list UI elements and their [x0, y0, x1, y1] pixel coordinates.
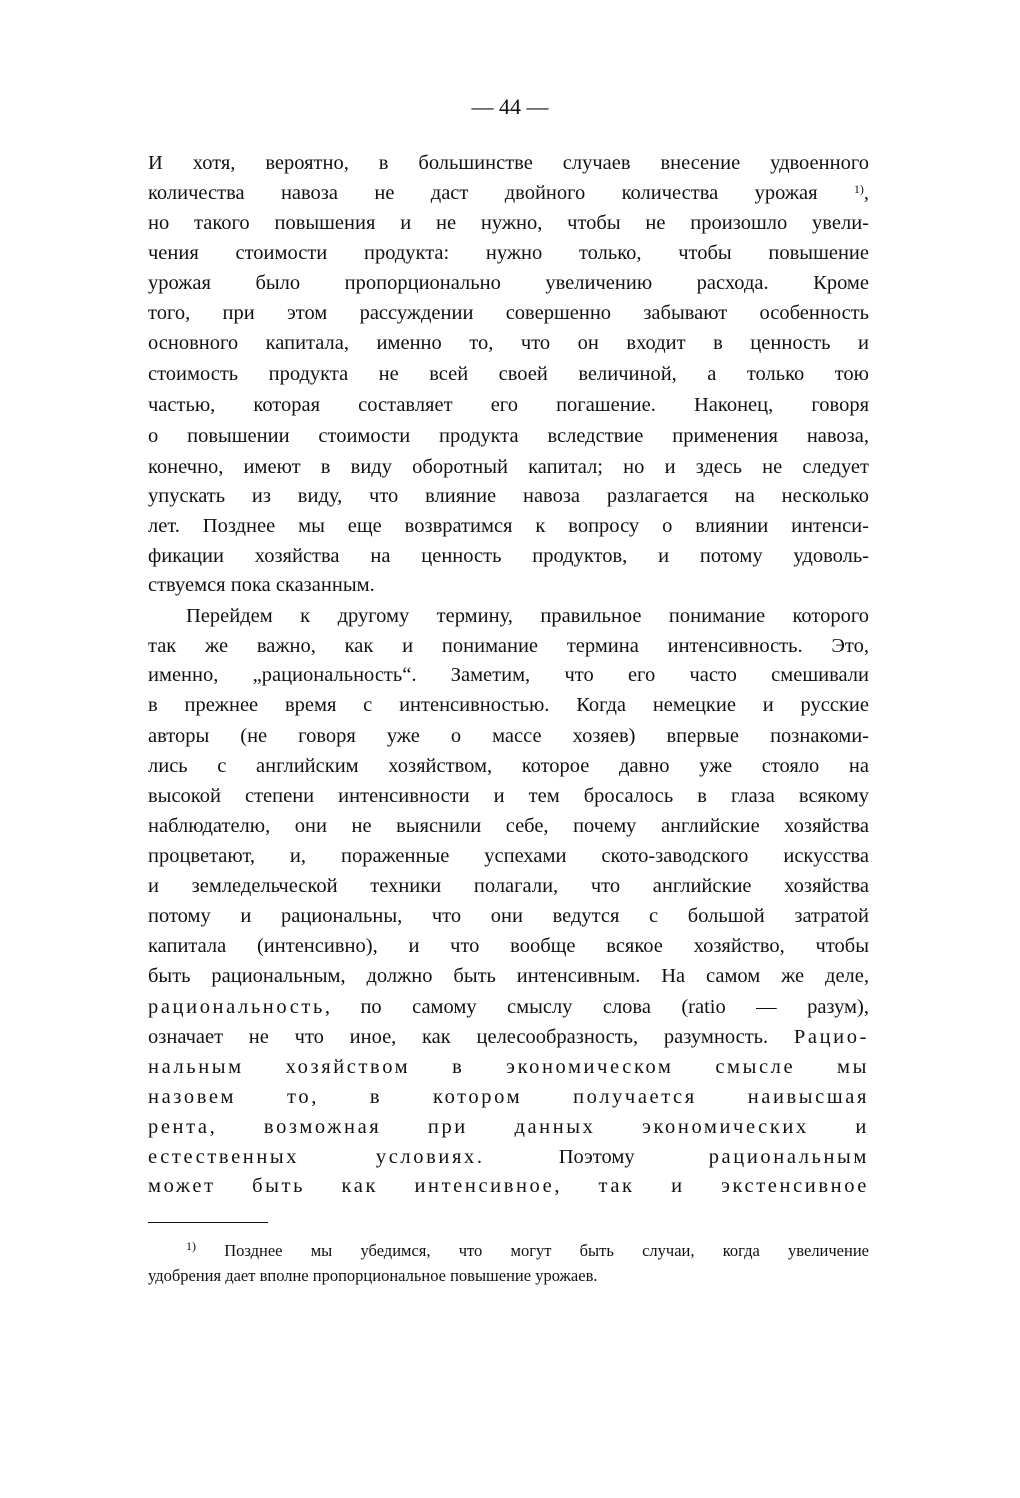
- text-line: частью, которая составляет его погашение. Наконец, говоря: [148, 394, 869, 416]
- text-line-content: , по самому смыслу слова (ratio — разум),: [324, 996, 869, 1018]
- footnote-line: [186, 1240, 869, 1262]
- text-line: И хотя, вероятно, в большинстве случаев внесение удвоенного: [148, 152, 869, 174]
- text-line: потому и рациональны, что они ведутся с большой затратой: [148, 905, 869, 927]
- text-line: чения стоимости продукта: нужно только, чтобы повышение: [148, 242, 869, 264]
- footnote-divider: [148, 1222, 268, 1223]
- text-line: [148, 1144, 869, 1170]
- text-line: [148, 1024, 869, 1050]
- text-line: быть рациональным, должно быть интенсивным. На самом же деле,: [148, 965, 869, 987]
- spaced-term: естественных условиях.: [148, 1146, 485, 1168]
- page-number: — 44 —: [471, 94, 549, 119]
- paragraph-start: Перейдем к другому термину, правильное понимание которого: [186, 605, 869, 627]
- spaced-term: рациональным: [708, 1146, 869, 1168]
- text-line: и земледельческой техники полагали, что английские хозяйства: [148, 875, 869, 897]
- text-line: лет. Позднее мы еще возвратимся к вопросу о влиянии интенси-: [148, 515, 869, 537]
- spaced-text-line: может быть как интенсивное, так и экстенсивное: [148, 1175, 869, 1197]
- text-line: ствуемся пока сказанным.: [148, 574, 375, 596]
- text-line: упускать из виду, что влияние навоза разлагается на несколько: [148, 485, 869, 507]
- spaced-text-line: нальным хозяйством в экономическом смысле мы: [148, 1056, 869, 1078]
- text-line: основного капитала, именно то, что он входит в ценность и: [148, 332, 869, 354]
- spaced-term: рациональность: [148, 996, 325, 1018]
- text-line: высокой степени интенсивности и тем бросалось в глаза всякому: [148, 785, 869, 807]
- text-line: процветают, и, пораженные успехами ското-заводского искусства: [148, 845, 869, 867]
- text-line: [148, 994, 869, 1020]
- text-line: наблюдателю, они не выяснили себе, почему английские хозяйства: [148, 815, 869, 837]
- text-line-content: количества навоза не даст двойного количества урожая: [148, 182, 818, 204]
- footnote-text: Позднее мы убедимся, что могут быть случаи, когда увеличение: [224, 1241, 869, 1260]
- text-line: лись с английским хозяйством, которое давно уже стояло на: [148, 755, 869, 777]
- text-line: конечно, имеют в виду оборотный капитал; но и здесь не следует: [148, 456, 869, 478]
- spaced-text-line: назовем то, в котором получается наивысшая: [148, 1086, 869, 1108]
- text-line: так же важно, как и понимание термина интенсивность. Это,: [148, 635, 869, 657]
- text-line-content: Поэтому: [558, 1146, 635, 1168]
- text-line: авторы (не говоря уже о массе хозяев) впервые познакоми-: [148, 725, 869, 747]
- text-line: урожая было пропорционально увеличению расхода. Кроме: [148, 272, 869, 294]
- footnote-line: удобрения дает вполне пропорциональное повышение урожаев.: [148, 1266, 598, 1285]
- spaced-text-line: рента, возможная при данных экономических и: [148, 1116, 869, 1138]
- text-line: количества навоза не даст двойного количества урожая $^{1)}$,: [148, 182, 869, 204]
- text-line: именно, „рациональность“. Заметим, что его часто смешивали: [148, 664, 869, 686]
- spaced-term: Рацио-: [793, 1026, 869, 1048]
- text-line: о повышении стоимости продукта вследствие применения навоза,: [148, 425, 869, 447]
- text-line: того, при этом рассуждении совершенно забывают особенность: [148, 302, 869, 324]
- text-line: фикации хозяйства на ценность продуктов, и потому удоволь-: [148, 545, 869, 567]
- text-line-content: означает не что иное, как целесообразность, разумность.: [148, 1026, 769, 1048]
- footnote-ref: 1): [853, 182, 864, 196]
- text-line: в прежнее время с интенсивностью. Когда немецкие и русские: [148, 694, 869, 716]
- footnote-mark: 1): [186, 1239, 196, 1253]
- text-line: но такого повышения и не нужно, чтобы не произошло увели-: [148, 212, 869, 234]
- text-line: капитала (интенсивно), и что вообще всякое хозяйство, чтобы: [148, 935, 869, 957]
- text-line: стоимость продукта не всей своей величиной, а только тою: [148, 363, 869, 385]
